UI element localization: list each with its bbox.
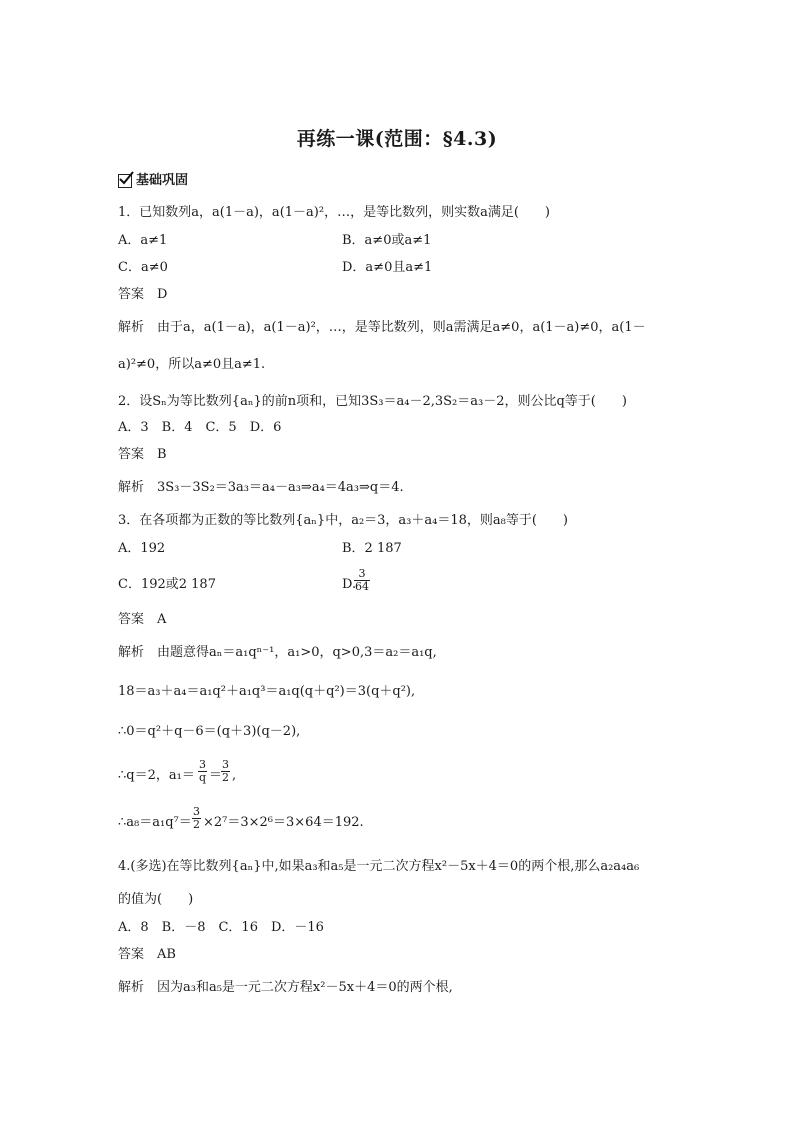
q1-option-b: B．a≠0或a≠1 (342, 233, 432, 248)
q3-option-d-fraction (354, 568, 370, 593)
q4-stem-line1: 4.(多选)在等比数列{aₙ}中,如果a₃和a₅是一元二次方程x²－5x＋4＝0的两个根,那么a₂a₄a₆ (118, 859, 640, 874)
q3-analysis: 解析 由题意得aₙ＝a₁qⁿ⁻¹，a₁>0，q>0,3＝a₂＝a₁q, (118, 645, 437, 660)
q2-options: A．3 B．4 C．5 D．6 (118, 420, 282, 435)
q1-option-d: D．a≠0且a≠1 (342, 260, 433, 275)
fraction-numerator: 3 (222, 758, 229, 771)
q3-line4-end: , (232, 768, 237, 783)
q1-answer: 答案 D (118, 287, 168, 302)
checkbox-icon (118, 174, 132, 188)
q3-analysis-line3: ∴0＝q²＋q－6＝(q＋3)(q－2), (118, 724, 301, 739)
q3-option-b: B．2 187 (342, 541, 402, 556)
fraction-denominator: 64 (355, 580, 369, 593)
q4-stem-line2: 的值为( ) (118, 892, 194, 907)
q3-option-d-label: D. (342, 577, 357, 592)
fraction-numerator: 3 (199, 758, 207, 771)
q3-analysis-line4-start: ∴q＝2，a₁＝ (118, 768, 195, 783)
q3-option-c: C．192或2 187 (118, 577, 216, 592)
q3-stem: 3．在各项都为正数的等比数列{aₙ}中，a₂＝3，a₃＋a₄＝18，则a₈等于( ) (118, 513, 568, 528)
q3-analysis-line5-end: ×2⁷＝3×2⁶＝3×64＝192. (203, 815, 364, 830)
q2-answer: 答案 B (118, 447, 167, 462)
section-heading: 基础巩固 (136, 173, 189, 188)
q4-answer: 答案 AB (118, 947, 176, 962)
page-title: 再练一课(范围：§4.3) (296, 128, 498, 150)
fraction-denominator: 2 (193, 818, 200, 831)
q3-line4-fraction-1 (198, 759, 207, 784)
q1-analysis-line2: a)²≠0，所以a≠0且a≠1. (118, 357, 266, 372)
q3-analysis-line5-start: ∴a₈＝a₁q⁷＝ (118, 815, 192, 830)
q3-analysis-line2: 18＝a₃＋a₄＝a₁q²＋a₁q³＝a₁q(q＋q²)＝3(q＋q²), (118, 684, 416, 699)
q1-analysis-line1: 解析 由于a，a(1－a)，a(1－a)²，…，是等比数列，则a需满足a≠0，a(1－a)≠0，a(1－ (118, 320, 646, 335)
q3-line5-fraction (192, 806, 201, 831)
fraction-numerator: 3 (193, 805, 200, 818)
q2-analysis: 解析 3S₃－3S₂＝3a₃＝a₄－a₃⇒a₄＝4a₃⇒q＝4. (118, 480, 404, 495)
q4-options: A．8 B．－8 C．16 D．－16 (118, 920, 324, 935)
q3-answer: 答案 A (118, 612, 167, 627)
q3-option-a: A．192 (118, 541, 166, 556)
q2-stem: 2．设Sₙ为等比数列{aₙ}的前n项和，已知3S₃＝a₄－2,3S₂＝a₃－2，则公比q等于( ) (118, 394, 627, 409)
q1-option-c: C．a≠0 (118, 260, 168, 275)
q3-line4-equals: ＝ (209, 768, 223, 783)
q4-analysis: 解析 因为a₃和a₅是一元二次方程x²－5x＋4＝0的两个根, (118, 980, 453, 995)
fraction-denominator: q (199, 771, 207, 784)
fraction-denominator: 2 (222, 771, 229, 784)
fraction-numerator: 3 (354, 568, 370, 581)
checkmark-icon (118, 171, 134, 187)
q3-line4-fraction-2 (221, 759, 230, 784)
q1-option-a: A．a≠1 (118, 233, 168, 248)
q1-stem: 1．已知数列a，a(1－a)，a(1－a)²，…，是等比数列，则实数a满足( ) (118, 205, 550, 220)
